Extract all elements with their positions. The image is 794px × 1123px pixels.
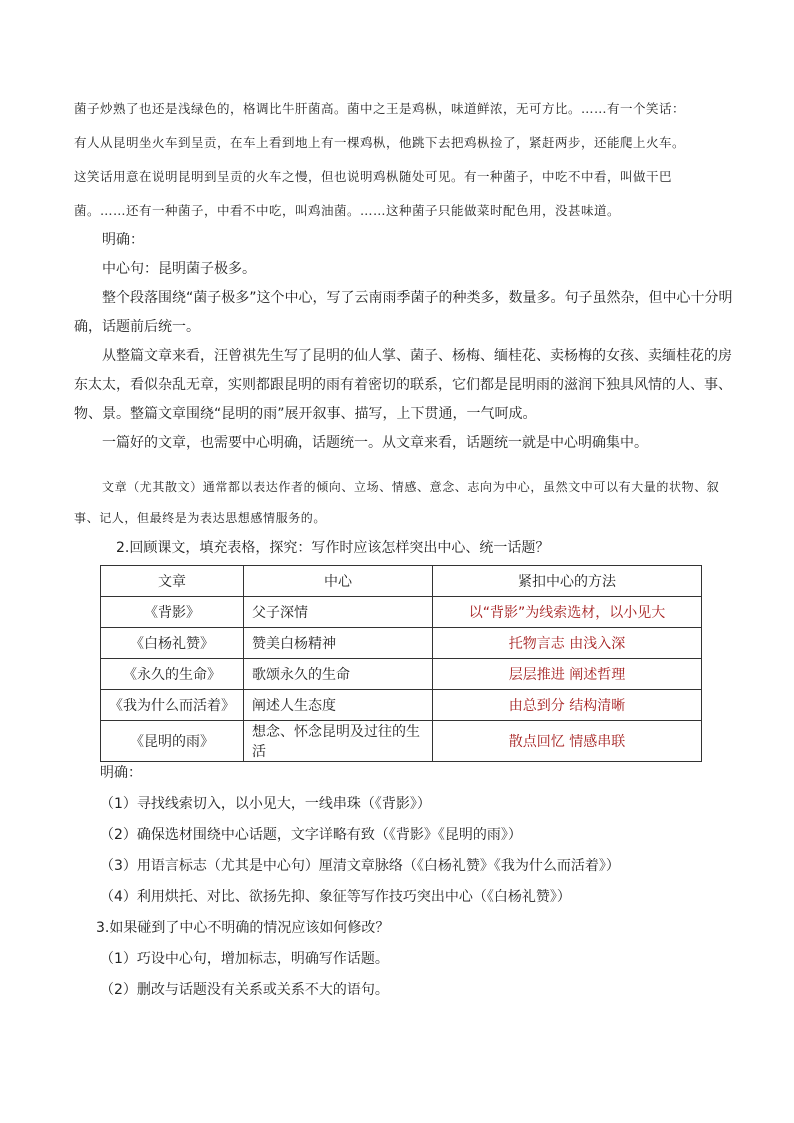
- quote-line: 这笑话用意在说明昆明到呈贡的火车之慢，但也说明鸡枞随处可见。有一种菌子，中吃不中看，叫做干巴: [74, 169, 673, 184]
- answer-label: 明确：: [100, 765, 142, 781]
- answer-item: （3）用语言标志（尤其是中心句）厘清文章脉络（《白杨礼赞》《我为什么而活着》）: [100, 858, 620, 874]
- table-row: [101, 628, 702, 659]
- cell-center: 歌颂永久的生命: [244, 659, 433, 690]
- cell-article: 《永久的生命》: [101, 659, 244, 690]
- cell-article: 《背影》: [101, 597, 244, 628]
- header-method: 紧扣中心的方法: [433, 566, 702, 597]
- quote-line: 有人从昆明坐火车到呈贡，在车上看到地上有一棵鸡枞，他跳下去把鸡枞捡了，紧赶两步，还能爬上火车。: [74, 135, 686, 150]
- header-center: 中心: [244, 566, 433, 597]
- cell-method: 由总到分 结构清晰: [433, 690, 702, 721]
- analysis-section: [74, 226, 734, 458]
- quote-line: 菌子炒熟了也还是浅绿色的，格调比牛肝菌高。菌中之王是鸡枞，味道鲜浓，无可方比。……有一个笑话：: [74, 101, 686, 116]
- cell-method: 以“背影”为线索选材，以小见大: [433, 597, 702, 628]
- answer-item: （1）巧设中心句，增加标志，明确写作话题。: [100, 951, 389, 967]
- analysis-paragraph: 整个段落围绕“菌子极多”这个中心，写了云南雨季菌子的种类多，数量多。句子虽然杂，但中心十分明确，话题前后统一。: [74, 290, 733, 335]
- note-text: 文章（尤其散文）通常都以表达作者的倾向、立场、情感、意念、志向为中心，虽然文中可以有大量的状物、叙事、记人，但最终是为表达思想感情服务的。: [74, 480, 720, 525]
- quote-line: 菌。……还有一种菌子，中看不中吃，叫鸡油菌。……这种菌子只能做菜时配色用，没甚味道。: [74, 203, 621, 218]
- header-article: 文章: [101, 566, 244, 597]
- cell-center: 想念、怀念昆明及过往的生活: [244, 721, 433, 762]
- cell-article: 《白杨礼赞》: [101, 628, 244, 659]
- table-row: [101, 597, 702, 628]
- analysis-paragraph: 一篇好的文章，也需要中心明确，话题统一。从文章来看，话题统一就是中心明确集中。: [102, 435, 648, 451]
- cell-method: 托物言志 由浅入深: [433, 628, 702, 659]
- quoted-passage: [74, 92, 734, 228]
- answer-item: （4）利用烘托、对比、欲扬先抑、象征等写作技巧突出中心（《白杨礼赞》）: [100, 889, 571, 905]
- answer-item: （2）确保选材围绕中心话题，文字详略有致（《背影》《昆明的雨》）: [100, 827, 522, 843]
- answers-section: [96, 758, 720, 1006]
- center-sentence: 中心句：昆明菌子极多。: [102, 261, 256, 277]
- note-paragraph: [74, 472, 734, 534]
- table-row: [101, 690, 702, 721]
- cell-article: 《昆明的雨》: [101, 721, 244, 762]
- cell-article: 《我为什么而活着》: [101, 690, 244, 721]
- analysis-label: 明确：: [102, 232, 144, 248]
- cell-method: 层层推进 阐述哲理: [433, 659, 702, 690]
- question-2: 2.回顾课文，填充表格，探究：写作时应该怎样突出中心、统一话题？: [116, 540, 550, 556]
- table-header-row: [101, 566, 702, 597]
- cell-center: 父子深情: [244, 597, 433, 628]
- answer-item: （1）寻找线索切入，以小见大，一线串珠（《背影》）: [100, 796, 431, 812]
- comparison-table: [100, 565, 702, 762]
- answer-item: （2）删改与话题没有关系或关系不大的语句。: [100, 982, 389, 998]
- table-row: [101, 721, 702, 762]
- question-3: 3.如果碰到了中心不明确的情况应该如何修改？: [96, 920, 390, 936]
- cell-method: 散点回忆 情感串联: [433, 721, 702, 762]
- cell-center: 阐述人生态度: [244, 690, 433, 721]
- cell-center: 赞美白杨精神: [244, 628, 433, 659]
- analysis-paragraph: 从整篇文章来看，汪曾祺先生写了昆明的仙人掌、菌子、杨梅、缅桂花、卖杨梅的女孩、卖缅桂花的房东太太，看似杂乱无章，实则都跟昆明的雨有着密切的联系，它们都是昆明雨的滋润下独具风情的人、事、物、景。整篇文章围绕“昆明的雨”展开叙事、描写，上下贯通，一气呵成。: [74, 348, 732, 422]
- table-row: [101, 659, 702, 690]
